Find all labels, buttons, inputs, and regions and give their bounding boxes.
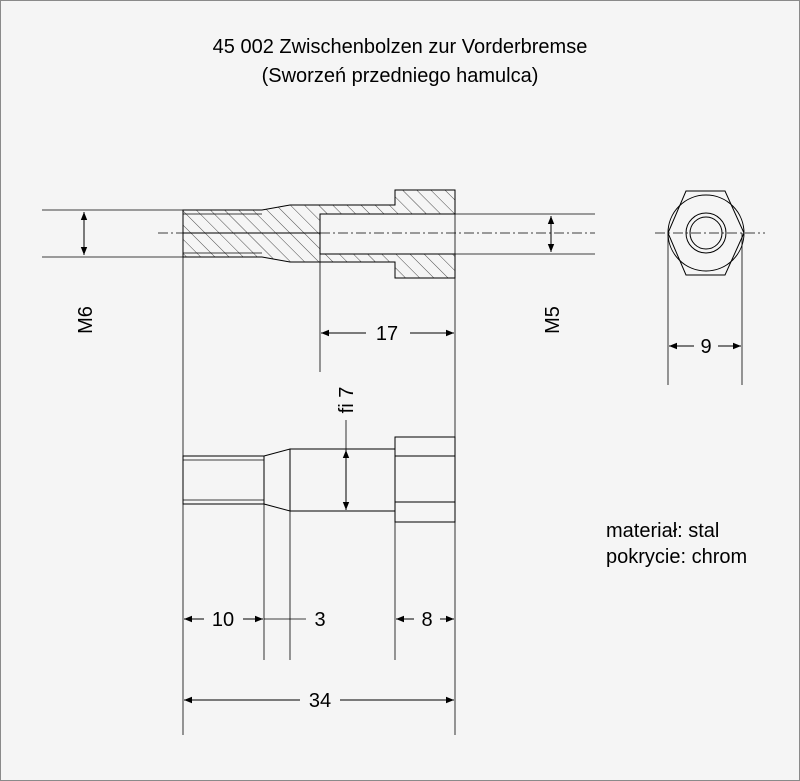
note-coating: pokrycie: chrom [606, 546, 748, 568]
section-body-upper [183, 190, 455, 233]
dim-m6-label: M6 [75, 306, 97, 334]
section-view [42, 190, 595, 372]
hex-head [395, 437, 455, 522]
note-material: materiał: stal [606, 520, 720, 542]
dim-17-label: 17 [375, 323, 399, 345]
end-view [655, 191, 765, 385]
dim-8-label: 8 [421, 609, 433, 631]
dim-3-label: 3 [314, 609, 326, 631]
threaded-section [183, 456, 264, 504]
dim-m5-label: M5 [542, 306, 564, 334]
title-line-2: (Sworzeń przedniego hamulca) [261, 65, 539, 87]
title-line-1: 45 002 Zwischenbolzen zur Vorderbremse [212, 36, 588, 58]
dim-fi7-label: fi 7 [336, 386, 358, 414]
shank-section [290, 449, 395, 511]
section-body-lower [183, 233, 455, 278]
dim-9-label: 9 [700, 336, 712, 358]
dim-10-label: 10 [211, 609, 235, 631]
taper-section [264, 449, 290, 511]
dim-34-label: 34 [308, 690, 332, 712]
